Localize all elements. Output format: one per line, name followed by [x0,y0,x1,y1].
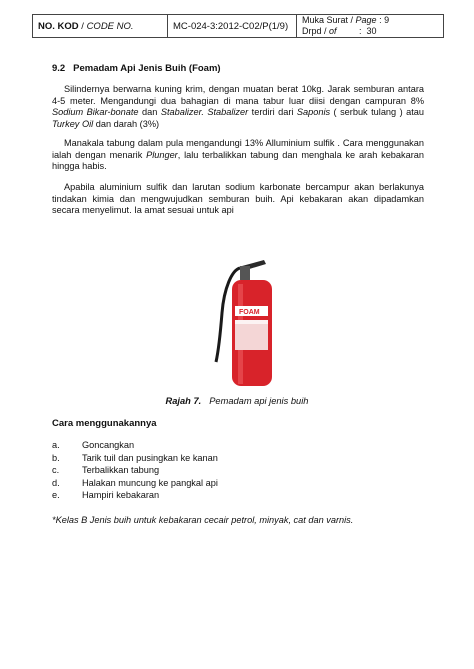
step-text: Terbalikkan tabung [82,465,160,476]
page-number: : 9 [376,15,390,25]
of-label: of [329,26,337,36]
section-title: 9.2 Pemadam Api Jenis Buih (Foam) [52,63,221,74]
paragraph-1 [52,84,424,130]
list-item [52,489,218,502]
step-text: Hampiri kebakaran [82,490,160,501]
step-text: Halakan muncung ke pangkal api [82,477,218,488]
foam-extinguisher-image [202,258,276,388]
figure-caption [0,396,474,406]
code-value: MC-024-3:2012-C02/P(1/9) [173,20,289,32]
step-text: Tarik tuil dan pusingkan ke kanan [82,452,218,463]
drpd-label: Drpd / [302,26,330,36]
code-value-cell [168,15,297,38]
paragraph-2 [52,138,424,173]
p1-term-stabalizer: Stabalizer. Stabalizer [160,107,249,117]
list-item [52,477,218,490]
p1-text: dan [138,107,161,117]
caption-text: Pemadam api jenis buih [209,396,309,406]
caption-number: Rajah 7. [165,396,202,406]
paragraph-3: Apabila aluminium sulfik dan larutan sodium karbonate bercampur akan berlakunya tindakan kimia dan mengwujudkan semburan buih. Api kebakaran akan dipadamkan secara menyelimut. Ia amat sesuai untuk api [52,182,424,215]
p1-term-sodium: Sodium Bikar-bonate [52,107,139,117]
step-letter: a. [52,440,60,450]
instruction-panel [235,320,268,350]
page-total: : 30 [336,26,377,36]
p1-term-saponis: Saponis [296,107,331,117]
p1-text: terdiri dari [248,107,297,117]
instruction-strip [235,320,268,324]
document-header-table [32,14,444,38]
p2-text: , lalu terbalikkan tabung dan menghala ke arah kebakaran hingga habis. [52,149,425,171]
p1-text: dan darah (3%) [93,118,160,129]
page-label: Page [355,15,377,25]
list-item [52,439,218,452]
step-letter: d. [52,477,60,488]
separator: / [78,20,87,32]
p1-text: ( serbuk tulang ) atau [330,107,425,117]
p2-term-plunger: Plunger [146,149,178,160]
muka-label: Muka Surat / [302,15,356,25]
kod-label: NO. KOD [38,20,79,32]
p1-term-turkey-oil: Turkey Oil [52,118,94,129]
p1-text: Silindernya berwarna kuning krim, dengan muatan berat 10kg. Jarak semburan antara 4-5 meter. Mengandungi dua bahagian di mana tabur luar diisi dengan campuran 8% [52,84,424,106]
valve-head [240,266,250,280]
list-item [52,464,218,477]
code-label-cell [33,15,168,38]
code-label: CODE NO. [86,20,134,32]
usage-steps-list [52,439,218,502]
class-b-note: *Kelas B Jenis buih untuk kebakaran cecair petrol, minyak, cat dan varnis. [52,515,354,525]
step-text: Goncangkan [82,440,135,450]
foam-label-text: FOAM [239,309,260,316]
usage-title: Cara menggunakannya [52,418,157,429]
p2-text: Manakala tabung dalam pula mengandungi 13% Alluminium sulfik . Cara menggunakan ialah dengan menarik [52,138,424,160]
step-letter: b. [52,452,60,463]
page-info-cell [297,15,444,38]
step-letter: c. [52,465,60,476]
step-letter: e. [52,490,60,501]
list-item [52,452,218,465]
